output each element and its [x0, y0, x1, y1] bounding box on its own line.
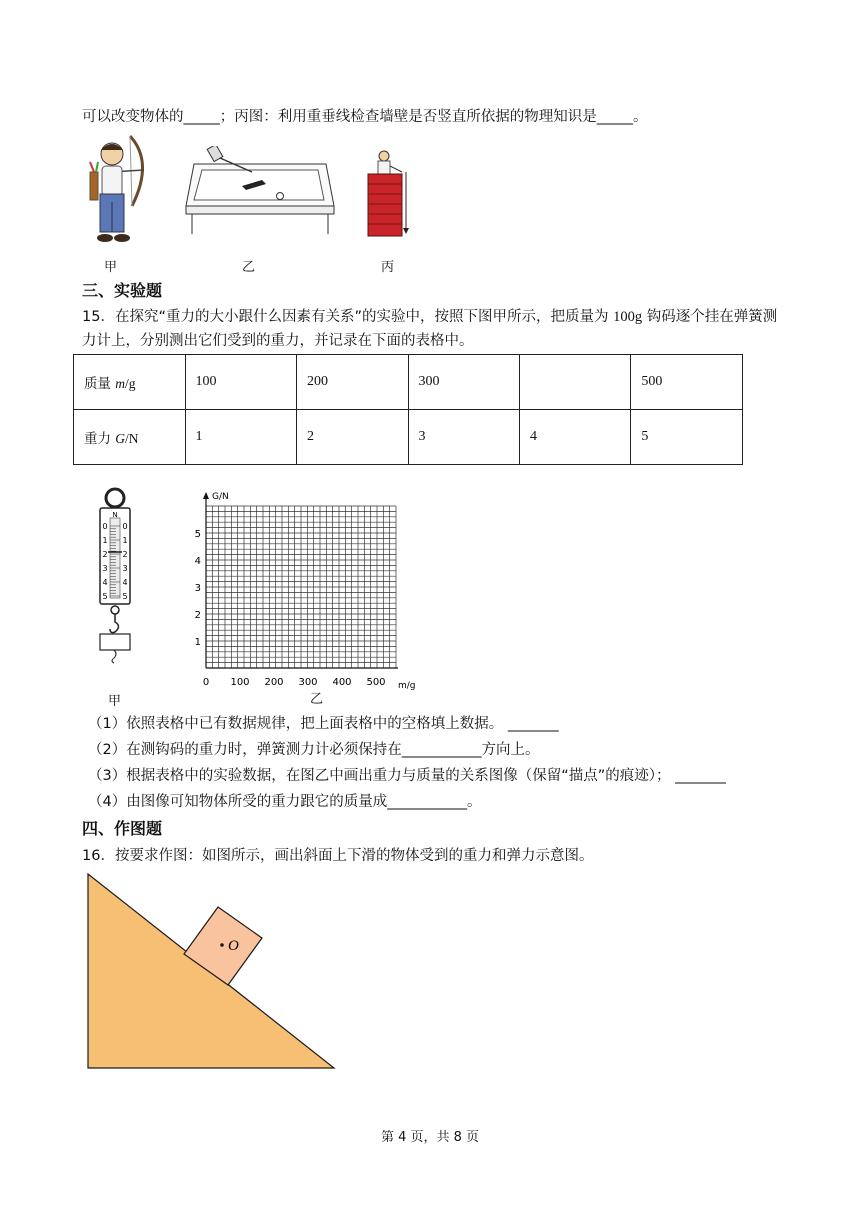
scale-tick-label: 2: [122, 550, 128, 559]
answer-blank[interactable]: _____: [596, 109, 633, 125]
x-tick-label: 100: [230, 677, 250, 688]
figure-caption-jia-2: 甲: [108, 694, 122, 709]
x-axis-label: m/g: [398, 681, 416, 691]
y-tick-label: 5: [194, 529, 201, 540]
q15-line-1: 15．在探究“重力的大小跟什么因素有关系”的实验中，按照下图甲所示，把质量为 100g 钩码逐个挂在弹簧测: [82, 309, 778, 325]
scale-tick-label: 5: [102, 592, 108, 601]
y-tick-label: 4: [194, 556, 201, 567]
spring-scale-illustration: [92, 486, 138, 664]
table-cell: 500: [631, 355, 743, 410]
table-cell: 3: [408, 410, 520, 465]
y-tick-label: 3: [194, 583, 201, 594]
answer-blank[interactable]: _______: [675, 768, 726, 784]
y-tick-label: 1: [194, 637, 201, 648]
scale-tick-label: 5: [122, 592, 128, 601]
section-heading-drawing: 四、作图题: [82, 819, 163, 838]
table-cell: 2: [297, 410, 409, 465]
q15-sub1: （1）依照表格中已有数据规律，把上面表格中的空格填上数据。 _______: [88, 716, 559, 732]
section-heading-experiment: 三、实验题: [82, 281, 163, 300]
page-footer: 第 4 页，共 8 页: [380, 1130, 480, 1145]
table-cell: 100: [185, 355, 297, 410]
row-label-mass: 质量 m/g: [74, 355, 186, 410]
mass-gravity-table: [73, 354, 743, 465]
table-cell: 1: [185, 410, 297, 465]
table-cell: 200: [297, 355, 409, 410]
x-tick-label: 500: [366, 677, 386, 688]
table-cell: 300: [408, 355, 520, 410]
q15-sub4: （4）由图像可知物体所受的重力跟它的质量成___________。: [88, 794, 482, 810]
q14-continuation-line: 可以改变物体的_____；丙图：利用重垂线检查墙壁是否竖直所依据的物理知识是_____。: [82, 109, 648, 125]
table-cell-empty-answer[interactable]: [520, 355, 631, 410]
answer-blank[interactable]: ___________: [387, 794, 467, 810]
figure-caption-yi-2: 乙: [310, 692, 324, 707]
q16-question: 16．按要求作图：如图所示，画出斜面上下滑的物体受到的重力和弹力示意图。: [82, 848, 594, 864]
table-row-mass: [74, 355, 743, 410]
x-tick-label: 300: [298, 677, 318, 688]
scale-unit-label: N: [112, 511, 118, 519]
row-label-gravity: 重力 G/N: [74, 410, 186, 465]
scale-tick-label: 4: [102, 578, 108, 587]
scale-tick-label: 0: [102, 522, 108, 531]
answer-blank[interactable]: _____: [183, 109, 220, 125]
scale-tick-label: 4: [122, 578, 128, 587]
x-tick-label: 0: [202, 677, 210, 688]
figure-caption-bing: 丙: [381, 260, 395, 275]
archer-illustration: [80, 132, 160, 248]
table-cell: 4: [520, 410, 631, 465]
table-cell: 5: [631, 410, 743, 465]
answer-blank[interactable]: _______: [507, 716, 559, 732]
scale-tick-label: 1: [122, 536, 128, 545]
x-tick-label: 400: [332, 677, 352, 688]
scale-tick-label: 3: [102, 564, 108, 573]
figure-caption-yi: 乙: [242, 260, 256, 275]
point-o-label: O: [228, 938, 239, 954]
table-experiment-illustration: [180, 146, 336, 236]
brick-wall-plumb-line-illustration: [362, 150, 412, 238]
answer-blank[interactable]: ___________: [401, 742, 482, 758]
table-row-gravity: [74, 410, 743, 465]
figure-caption-jia: 甲: [104, 260, 118, 275]
y-tick-label: 2: [194, 610, 201, 621]
x-tick-label: 200: [264, 677, 284, 688]
scale-tick-label: 0: [122, 522, 128, 531]
gravity-mass-grid: [188, 488, 428, 694]
scale-tick-label: 1: [102, 536, 108, 545]
q15-sub2: （2）在测钩码的重力时，弹簧测力计必须保持在___________方向上。: [88, 742, 540, 758]
scale-tick-label: 2: [102, 550, 108, 559]
q15-line-2: 力计上，分别测出它们受到的重力，并记录在下面的表格中。: [82, 333, 474, 349]
scale-tick-label: 3: [122, 564, 128, 573]
y-axis-label: G/N: [212, 492, 229, 502]
incline-block-diagram: [84, 870, 340, 1072]
q15-sub3: （3）根据表格中的实验数据，在图乙中画出重力与质量的关系图像（保留“描点”的痕迹）； _______: [88, 768, 726, 784]
center-point-o: [220, 943, 224, 947]
